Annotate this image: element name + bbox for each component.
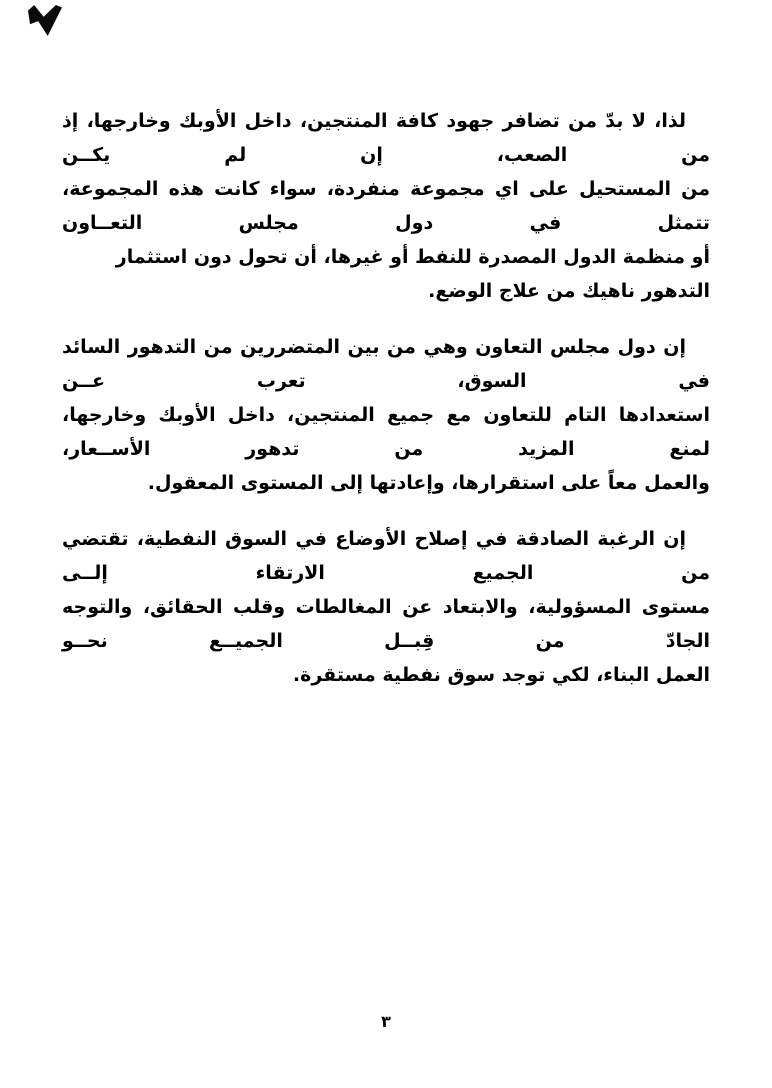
paragraph-line: مستوى المسؤولية، والابتعاد عن المغالطات وقلب الحقائق، والتوجه الجادّ من قِبــل الجميــع نحــو (62, 596, 710, 652)
paragraph-line: من المستحيل على اي مجموعة منفردة، سواء كانت هذه المجموعة، تتمثل في دول مجلس التعــاون (62, 178, 710, 234)
paragraph-line: لذا، لا بدّ من تضافر جهود كافة المنتجين، داخل الأوبك وخارجها، إذ من الصعب، إن لم يكــن (62, 110, 710, 166)
paragraph-line: العمل البناء، لكي توجد سوق نفطية مستقرة. (292, 664, 710, 686)
photocopy-artifact-mark (28, 5, 62, 36)
paragraph-line: إن الرغبة الصادقة في إصلاح الأوضاع في السوق النفطية، تقتضي من الجميع الارتقاء إلــى (62, 528, 710, 584)
paragraph (62, 104, 710, 308)
document-text-block (62, 104, 710, 714)
paragraph-line: والعمل معاً على استقرارها، وإعادتها إلى المستوى المعقول. (147, 472, 710, 494)
paragraph (62, 522, 710, 692)
paragraph-line: استعدادها التام للتعاون مع جميع المنتجين، داخل الأوبك وخارجها، لمنع المزيد من تدهور الأســعار، (62, 404, 710, 460)
paragraph-line: إن دول مجلس التعاون وهي من بين المتضررين من التدهور السائد في السوق، تعرب عــن (62, 336, 710, 392)
paragraph (62, 330, 710, 500)
page-number: ٣ (381, 1012, 391, 1031)
paragraph-line: أو منظمة الدول المصدرة للنفط أو غيرها، أن تحول دون استثمار التدهور ناهيك من علاج الوضع. (115, 246, 710, 302)
